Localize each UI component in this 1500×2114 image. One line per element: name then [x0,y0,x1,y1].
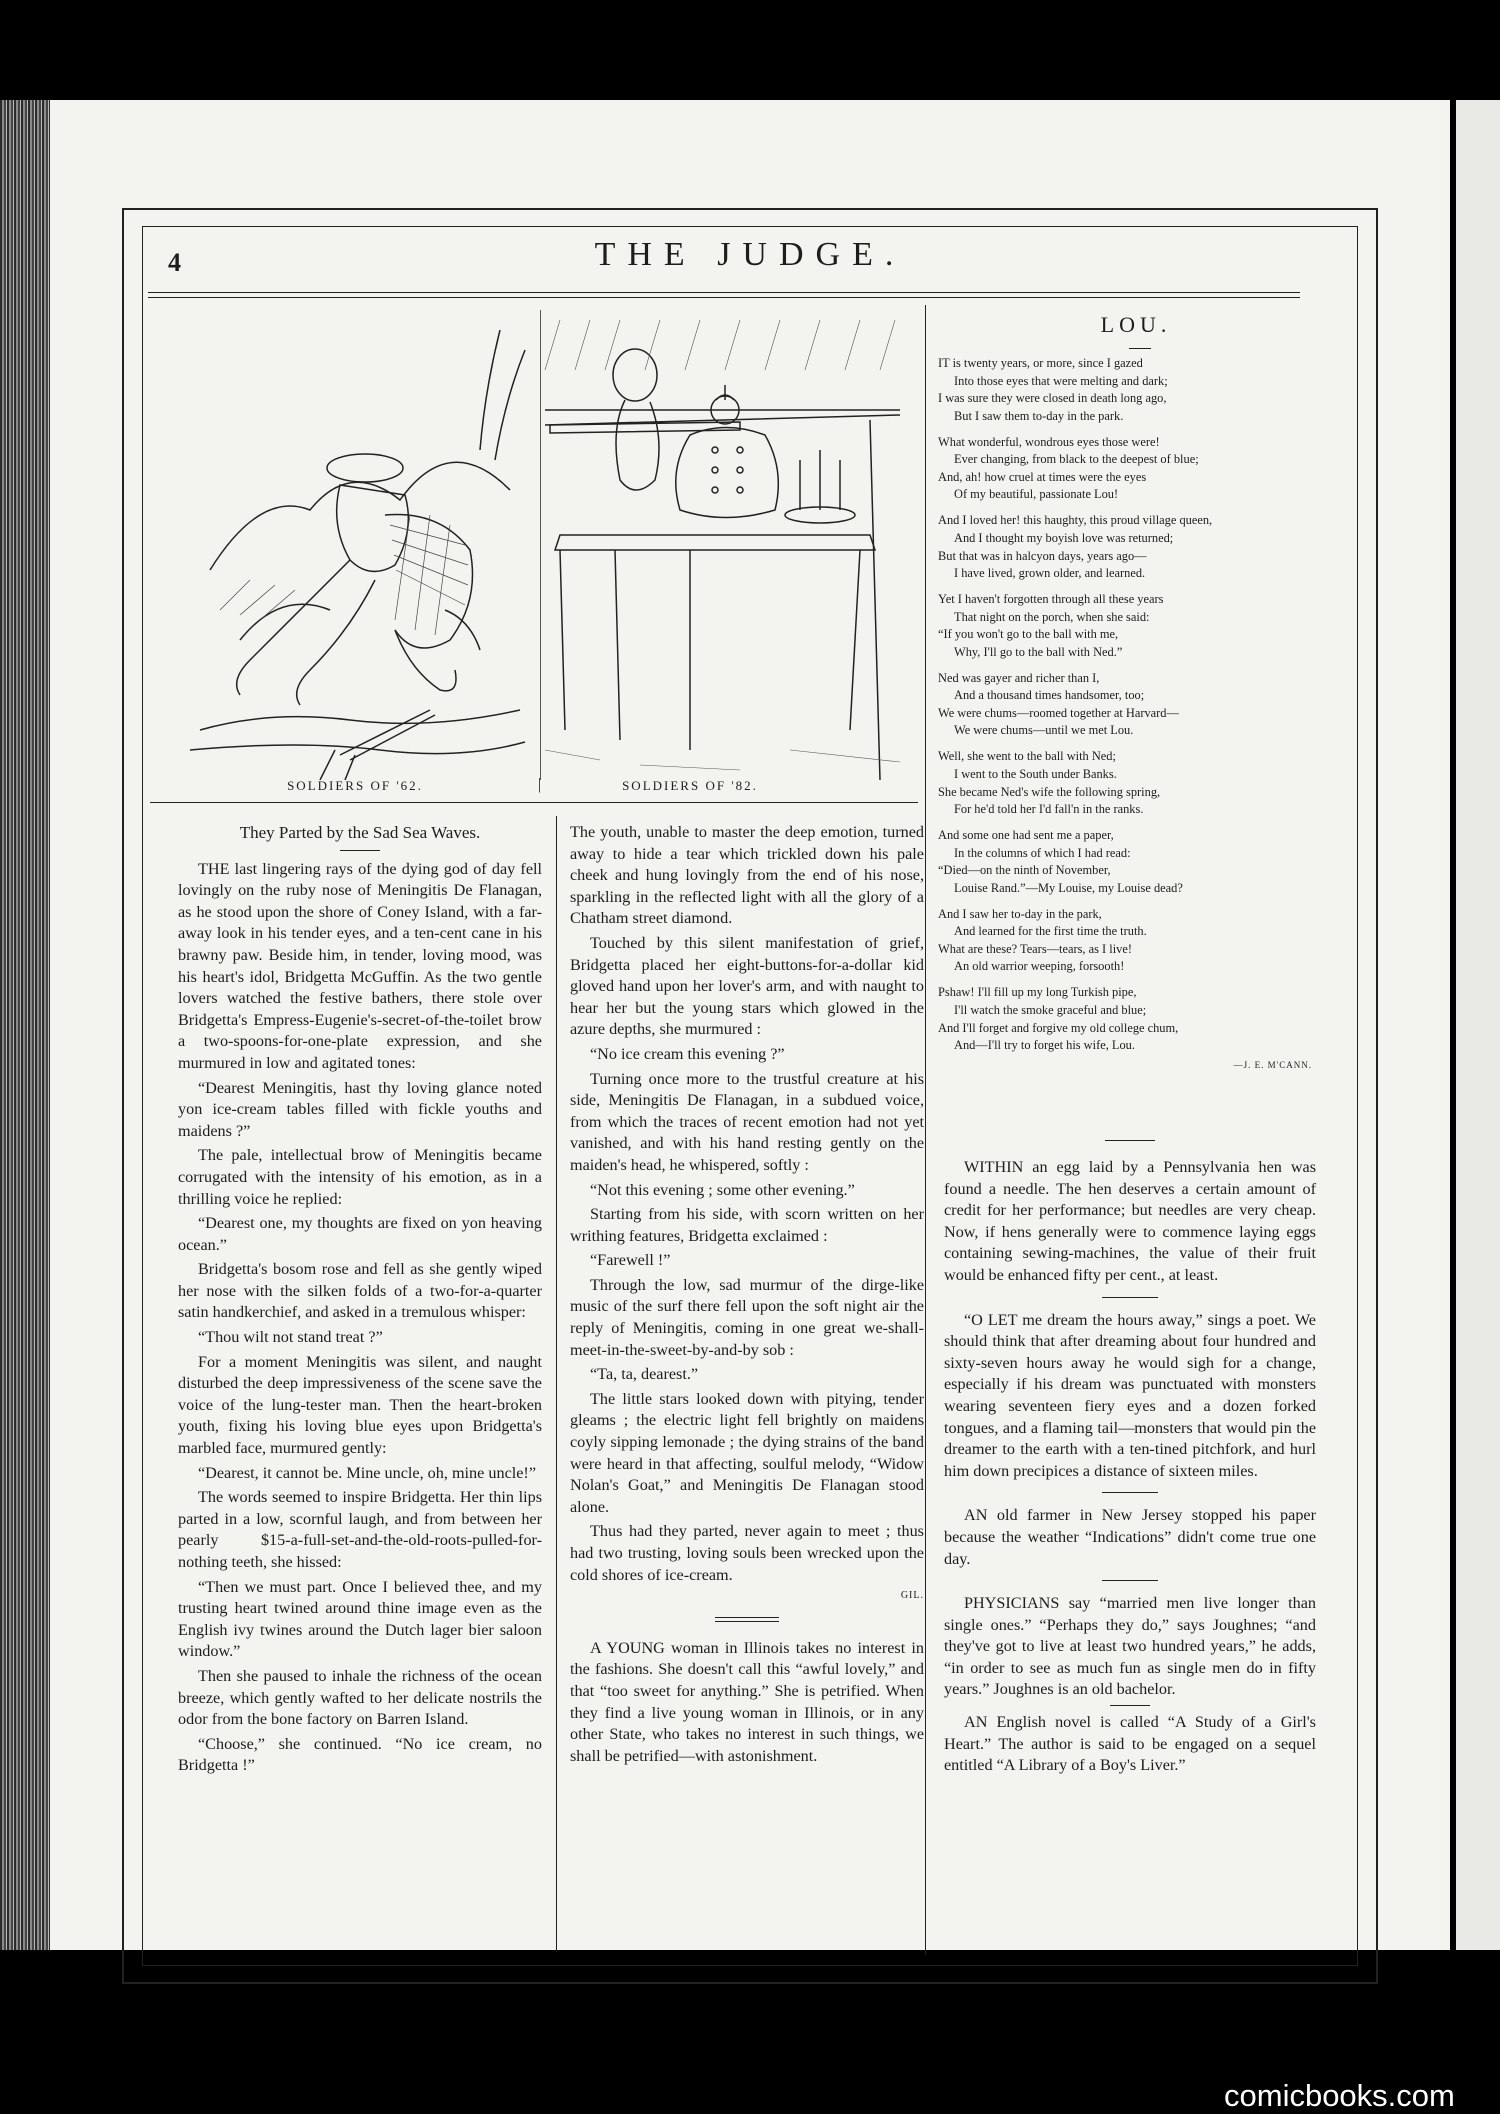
poem-stanza [938,670,1342,740]
story-paragraph: Through the low, sad murmur of the dirge-like music of the surf there fell upon the soft night air the reply of Meningitis, coming in one great we-shall-meet-in-the-sweet-by-and-by sob : [570,1275,924,1359]
cartoon-bottom-rule [150,802,918,803]
poem-body [938,352,1342,1074]
column-divider-story [556,816,557,1952]
title-dash [340,850,380,851]
poem-line: I was sure they were closed in death long ago, [938,391,1167,406]
tramp-soldier-illustration [180,310,528,780]
story-paragraph: The little stars looked down with pitying, tender gleams ; the electric light fell brightly on maidens coyly sipping lemonade ; the dying strains of the band were heard in that affecting, soulful melody, “Widow Nolan's Goat,” and Meningitis De Flanagan stood alone. [570,1389,924,1516]
story-paragraph: Turning once more to the trustful creature at his side, Meningitis De Flanagan, in a subdued voice, from which the traces of recent emotion had not yet vanished, and with his hand resting gently on the maiden's head, he whispered, softly : [570,1069,924,1174]
masthead-rule-top [148,292,1300,293]
poem-line: Well, she went to the ball with Ned; [938,749,1116,764]
item-divider [1102,1492,1158,1493]
poem-stanza [938,906,1342,976]
poem-stanza [938,512,1342,582]
caption-divider: | [538,776,542,793]
story-paragraph: Thus had they parted, never again to meet ; thus had two trusting, loving souls been wrecked upon the cold shores of ice-cream. [570,1522,924,1584]
egg-item: WITHIN an egg laid by a Pennsylvania hen was found a needle. The hen deserves a certain amount of credit for her performance; but needles are very cheap. Now, if hens generally were to commence laying eggs containing sewing-machines, the value of their fruit would be enhanced fifty per cent., at least. [944,1158,1316,1284]
masthead-title: THE JUDGE. [594,236,906,273]
poem-line: I have lived, grown older, and learned. [954,566,1146,581]
item-divider [1102,1580,1158,1581]
poem-line: And I'll forget and forgive my old college chum, [938,1020,1179,1035]
poem-line: IT is twenty years, or more, since I gazed [938,356,1143,370]
poem-line: And, ah! how cruel at times were the eyes [938,469,1147,484]
masthead-rule-bottom [148,297,1300,298]
poem-line: And some one had sent me a paper, [938,828,1114,843]
poem-stanza [938,355,1342,425]
farmer-item: AN old farmer in New Jersey stopped his paper because the weather “Indications” didn't come true one day. [944,1506,1316,1568]
story-paragraph: “No ice cream this evening ?” [590,1044,785,1063]
poem-line: We were chums—roomed together at Harvard— [938,705,1179,720]
story-paragraph: Starting from his side, with scorn written on her writhing features, Bridgetta exclaimed : [570,1205,924,1245]
story-paragraph: “Dearest one, my thoughts are fixed on yon heaving ocean.” [178,1214,542,1254]
paragraphs-column-right [944,1138,1316,1780]
item-divider [1102,1297,1158,1298]
poem-line: What wonderful, wondrous eyes those were! [938,434,1160,449]
story-paragraph: The pale, intellectual brow of Meningitis became corrugated with the intensity of his emotion, as in a thrilling voice he replied: [178,1146,542,1208]
poem-line: “If you won't go to the ball with me, [938,627,1119,642]
story-paragraph: “Dearest Meningitis, hast thy loving glance noted yon ice-cream tables filled with fickle youths and maidens ?” [178,1078,542,1140]
poem-line: “Died—on the ninth of November, [938,863,1111,878]
poem-line: We were chums—until we met Lou. [954,723,1134,738]
cartoon-caption-right: SOLDIERS OF '82. [622,778,758,793]
poem-line: And I thought my boyish love was returned; [954,530,1174,545]
poem-line: Ned was gayer and richer than I, [938,670,1100,685]
story-paragraph: “Not this evening ; some other evening.” [590,1180,855,1199]
illinois-item: A YOUNG woman in Illinois takes no interest in the fashions. She doesn't call this “awful lovely,” and that “too sweet for anything.” She is petrified. When they find a live young woman in Illinois, or in any other State, who takes no interest in such things, we shall be petrified—with astonishment. [570,1638,924,1765]
poem-line: What are these? Tears—tears, as I live! [938,941,1132,956]
poem-line: I went to the South under Banks. [954,766,1117,781]
poem-signature: —J. E. M'CANN. [1233,1059,1312,1070]
story-title: They Parted by the Sad Sea Waves. [239,823,481,842]
poem-title: LOU. [1100,312,1172,337]
story-paragraph: “Thou wilt not stand treat ?” [198,1328,383,1347]
story-column-left [178,822,542,1780]
cartoon-left-panel [180,310,528,780]
section-double-rule [715,1617,779,1622]
poem-stanza [938,827,1342,897]
story-paragraph: Touched by this silent manifestation of grief, Bridgetta placed her eight-buttons-for-a-dollar kid gloved hand upon her lover's arm, and with naught to hear her but the young stars which glowed in the azure depths, she murmured : [570,933,924,1039]
poem-line: And I loved her! this haughty, this proud village queen, [938,513,1213,528]
story-paragraph: Bridgetta's bosom rose and fell as she gently wiped her nose with the silken folds of a two-for-a-quarter satin handkerchief, and asked in a tremulous whisper: [178,1260,542,1322]
novel-item: AN English novel is called “A Study of a Girl's Heart.” The author is said to be engaged on a sequel entitled “A Library of a Boy's Liver.” [944,1713,1316,1775]
poem-end-rule [1105,1140,1155,1141]
story-paragraph: For a moment Meningitis was silent, and naught disturbed the deep impressiveness of the scene save the voice of the lung-tester man. Then the heart-broken youth, fixing his loving blue eyes upon Bridgetta's marbled face, murmured gently: [178,1352,542,1458]
poem-line: And a thousand times handsomer, too; [954,688,1145,703]
poem-line: But that was in halcyon days, years ago— [938,548,1147,563]
poem-line: An old warrior weeping, forsooth! [954,959,1125,974]
poem-line: And learned for the first time the truth. [954,924,1147,939]
story-paragraph: “Farewell !” [590,1251,671,1270]
story-paragraph: “Then we must part. Once I believed thee, and my trusting heart twined around thine image even as the English ivy twines around the Dutch lager bier saloon window.” [178,1577,542,1661]
column-divider-poem [925,305,926,1955]
story-paragraph: Then she paused to inhale the richness of the ocean breeze, which gently wafted to her delicate nostrils the odor from the bone factory on Barren Island. [178,1666,542,1729]
poem-line: Louise Rand.”—My Louise, my Louise dead? [954,880,1183,895]
poem-line: But I saw them to-day in the park. [954,408,1124,423]
poem-stanza [938,748,1342,818]
story-paragraph: “Ta, ta, dearest.” [590,1365,699,1384]
poem-line: And—I'll try to forget his wife, Lou. [954,1038,1135,1053]
poem-stanza [938,984,1342,1054]
poem-line: That night on the porch, when she said: [954,609,1150,624]
poem-line: And I saw her to-day in the park, [938,906,1102,921]
poem-line: Ever changing, from black to the deepest of blue; [954,452,1199,467]
physicians-item: PHYSICIANS say “married men live longer than single ones.” “Perhaps they do,” says Joughnes; “and they've got to live at least two hundred years,” he adds, “in order to see as much fun as single men do in fifty years.” Joughnes is an old bachelor. [944,1594,1316,1699]
poem-stanza [938,434,1342,504]
item-divider [1110,1705,1150,1706]
poem-line: Of my beautiful, passionate Lou! [954,487,1119,502]
poem-stanza [938,591,1342,661]
story-column-middle [570,822,924,1770]
poem-line: Yet I haven't forgotten through all these years [938,592,1164,607]
poem-line: For he'd told her I'd fall'n in the ranks. [954,802,1144,817]
cartoon-right-panel [540,310,910,780]
page-number: 4 [168,248,181,277]
poem-line: Why, I'll go to the ball with Ned.” [954,644,1123,659]
story-paragraph: The words seemed to inspire Bridgetta. Her thin lips parted in a low, scornful laugh, and from between her pearly $15-a-full-set-and-the-old-roots-pulled-for-nothing teeth, she hissed: [178,1488,542,1571]
next-page-edge [1456,100,1500,1950]
poem-line: I'll watch the smoke graceful and blue; [954,1002,1147,1017]
story-paragraph: “Choose,” she continued. “No ice cream, no Bridgetta !” [178,1734,542,1775]
story-paragraph: The youth, unable to master the deep emotion, turned away to hide a tear which trickled down his pale cheek and hung lovingly from the end of his nose, sparkling in the reflected light with all the glory of a Chatham street diamond. [570,823,924,928]
dream-item: “O LET me dream the hours away,” sings a poet. We should think that after dreaming about four hundred and sixty-seven hours away he would sigh for a change, especially if his dream was punctuated with monsters wearing seventeen fiery eyes and a dozen forked tongues, and a flaming tail—monsters that would pin the dreamer to the earth with a ten-tined pitchfork, and hurl him down precipices a distance of sixteen miles. [944,1310,1316,1480]
story-paragraph: “Dearest, it cannot be. Mine uncle, oh, mine uncle!” [198,1463,537,1482]
cartoon-caption-left: SOLDIERS OF '62. [287,778,423,793]
poem-line: Into those eyes that were melting and dark; [954,373,1168,388]
story-signature: GIL. [900,1590,924,1602]
waiter-soldier-illustration [540,310,910,780]
poem-title-dash [1129,348,1151,349]
poem-line: In the columns of which I had read: [954,845,1131,860]
book-spine [0,100,50,1950]
poem-line: She became Ned's wife the following spring, [938,784,1161,799]
story-paragraph: THE last lingering rays of the dying god of day fell lovingly on the ruby nose of Meningitis De Flanagan, as he stood upon the shore of Coney Island, with a far-away look in his tender eyes, and a ten-cent cane in his brawny paw. Beside him, in tender, loving mood, was his heart's idol, Bridgetta McGuffin. As the two gentle lovers watched the festive bathers, there stole over Bridgetta's Empress-Eugenie's-secret-of-the-toilet brow a two-spoons-for-one-plate expression, and she murmured in low and agitated tones: [178,859,542,1072]
watermark: comicbooks.com [1224,2078,1455,2113]
poem-line: Pshaw! I'll fill up my long Turkish pipe, [938,985,1137,1000]
